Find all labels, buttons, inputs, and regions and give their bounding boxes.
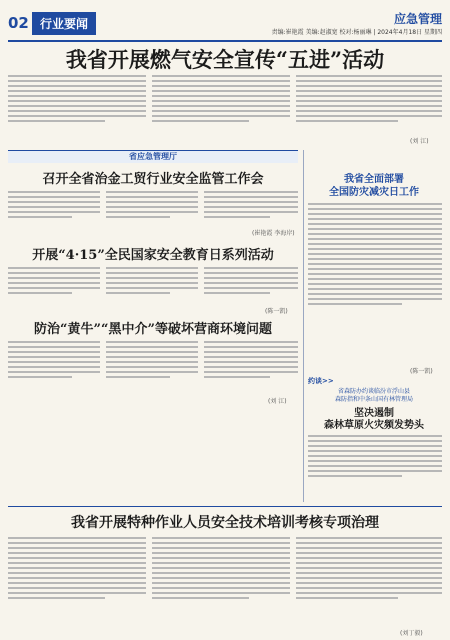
article-1-col-3 — [204, 188, 298, 230]
page-header — [8, 8, 442, 38]
main-article-col-2 — [152, 72, 290, 144]
article-1-col-2 — [106, 188, 198, 230]
article-3-headline: 防治“黄牛”“黑中介”等破坏营商环境问题 — [34, 322, 272, 337]
article-1-col-1 — [8, 188, 100, 230]
right-sub-title-line-1: 坚决遏制 — [354, 408, 394, 419]
bottom-headline: 我省开展特种作业人员安全技术培训考核专项治理 — [71, 515, 379, 531]
article-3-byline: (刘 江) — [268, 398, 287, 405]
right-article-body — [308, 200, 442, 368]
section-label: 行业要闻 — [32, 12, 96, 35]
article-3-col-3 — [204, 338, 298, 398]
right-headline-line-1: 我省全面部署 — [344, 174, 404, 185]
right-sub-body — [308, 432, 442, 502]
right-headline-line-2: 全国防灾减灾日工作 — [329, 187, 419, 198]
column-divider — [303, 150, 304, 502]
article-2-col-3 — [204, 264, 298, 310]
main-article-col-3 — [296, 72, 442, 144]
right-kicker: 约谈>> — [308, 377, 334, 385]
article-2-col-2 — [106, 264, 198, 310]
sub-section-bar — [8, 150, 298, 163]
article-1-byline: (崔艳霞 李海岸) — [252, 230, 295, 237]
brand-title: 应急管理 — [393, 12, 442, 26]
header-meta: 责编:崔艳霞 美编:赵淑宽 校对:杨丽琳 | 2024年4月18日 星期四 — [271, 29, 442, 36]
bottom-article-col-3 — [296, 534, 442, 630]
right-sub-caption-1: 省森防办约谈临汾市浮山县 — [337, 388, 410, 395]
article-2-byline: (陈一凯) — [265, 308, 288, 315]
right-article-byline: (陈一凯) — [410, 368, 433, 375]
article-3-col-1 — [8, 338, 100, 398]
article-2-headline: 开展“4·15”全民国家安全教育日系列活动 — [32, 248, 274, 263]
bottom-article-col-1 — [8, 534, 146, 630]
article-1-headline: 召开全省治金工贸行业安全监管工作会 — [42, 172, 264, 187]
article-3-col-2 — [106, 338, 198, 398]
bottom-article-byline: (刘丁毅) — [400, 630, 423, 637]
main-headline: 我省开展燃气安全宣传“五进”活动 — [65, 47, 385, 72]
bottom-article-col-2 — [152, 534, 290, 630]
main-article-col-1 — [8, 72, 146, 144]
sub-section-title: 省应急管理厅 — [129, 152, 177, 161]
header-rule — [8, 40, 442, 42]
right-sub-title-line-2: 森林草原火灾频发势头 — [324, 420, 424, 431]
page-number: 02 — [8, 14, 29, 32]
bottom-rule — [8, 506, 442, 507]
right-sub-caption-2: 森防指和中条山国有林管理局 — [334, 396, 413, 403]
main-article-byline: (刘 江) — [410, 138, 429, 145]
article-2-col-1 — [8, 264, 100, 310]
